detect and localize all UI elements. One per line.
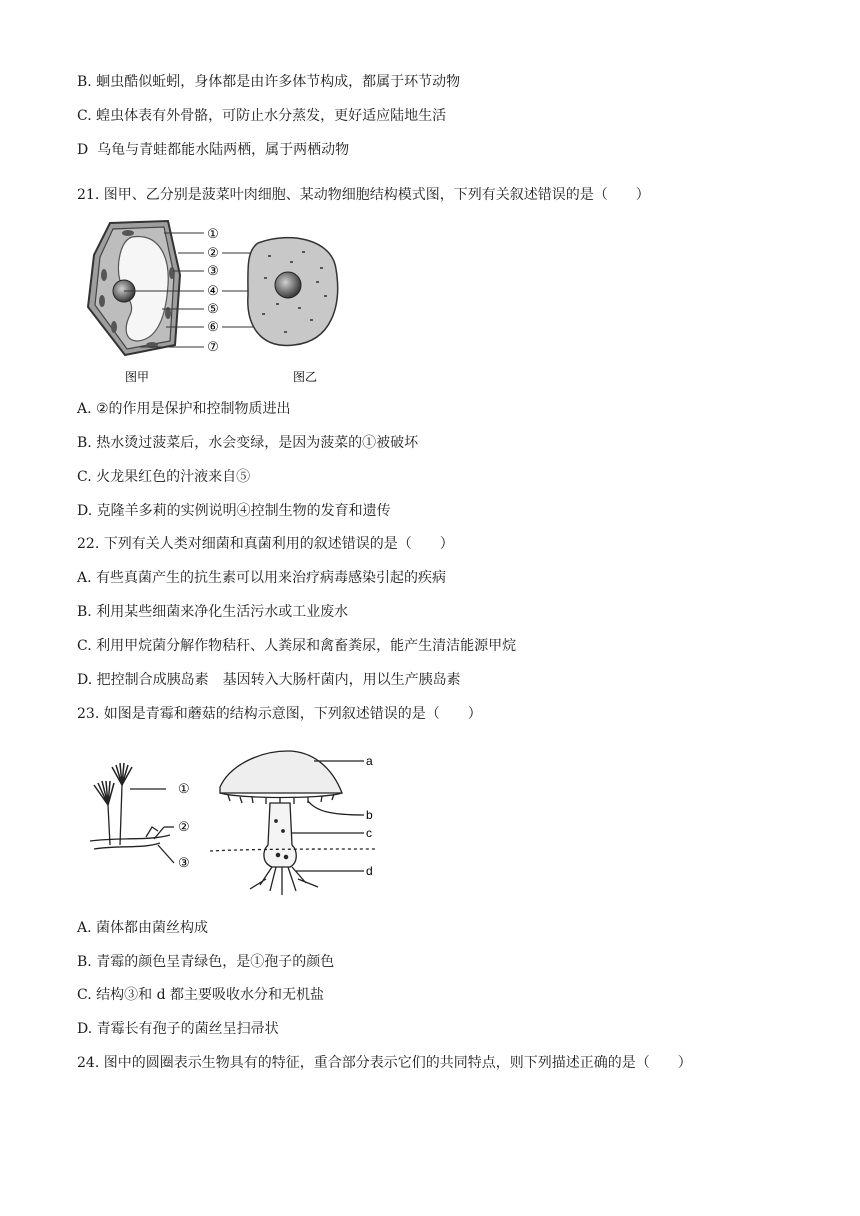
q22-option-d: D. 把控制合成胰岛素 基因转入大肠杆菌内，用以生产胰岛素	[77, 672, 461, 688]
q23-stem: 23. 如图是青霉和蘑菇的结构示意图，下列叙述错误的是（ ）	[77, 706, 482, 722]
label-5: ⑤	[207, 301, 219, 316]
mushroom-drawing	[210, 751, 378, 895]
q20-option-c: C. 蝗虫体表有外骨骼，可防止水分蒸发，更好适应陆地生活	[77, 108, 447, 124]
q23-option-a: A. 菌体都由菌丝构成	[77, 920, 209, 936]
q23-fungi-diagram	[80, 745, 380, 900]
animal-cell	[248, 238, 338, 346]
q20-option-d: D 乌龟与青蛙都能水陆两栖，属于两栖动物	[77, 142, 350, 158]
q21-option-d: D. 克隆羊多莉的实例说明④控制生物的发育和遗传	[77, 503, 391, 519]
mushroom-label-c: c	[366, 826, 372, 840]
label-7: ⑦	[207, 339, 219, 354]
mushroom-label-a: a	[366, 754, 373, 768]
penicillium-drawing	[90, 763, 174, 863]
q20-option-b: B. 蛔虫酷似蚯蚓，身体都是由许多体节构成，都属于环节动物	[77, 74, 461, 90]
label-1: ①	[207, 226, 219, 241]
q21-option-b: B. 热水烫过菠菜后，水会变绿，是因为菠菜的①被破坏	[77, 435, 419, 451]
caption-figure-b: 图乙	[292, 370, 318, 384]
q24-stem: 24. 图中的圆圈表示生物具有的特征，重合部分表示它们的共同特点，则下列描述正确的是（ ）	[77, 1055, 692, 1071]
label-6: ⑥	[207, 319, 219, 334]
q21-option-a: A. ②的作用是保护和控制物质进出	[77, 401, 291, 417]
mushroom-label-d: d	[366, 864, 373, 878]
q22-option-a: A. 有些真菌产生的抗生素可以用来治疗病毒感染引起的疾病	[77, 570, 447, 586]
q22-option-b: B. 利用某些细菌来净化生活污水或工业废水	[77, 604, 349, 620]
label-4: ④	[207, 283, 219, 298]
plant-cell	[88, 221, 180, 355]
q21-stem: 21. 图甲、乙分别是菠菜叶肉细胞、某动物细胞结构模式图，下列有关叙述错误的是（ ）	[77, 187, 650, 203]
q23-option-b: B. 青霉的颜色呈青绿色，是①孢子的颜色	[77, 954, 335, 970]
caption-figure-a: 图甲	[124, 370, 150, 384]
mushroom-label-b: b	[366, 808, 373, 822]
q22-option-c: C. 利用甲烷菌分解作物秸秆、人粪尿和禽畜粪尿，能产生清洁能源甲烷	[77, 638, 517, 654]
label-2: ②	[207, 245, 219, 260]
q23-option-c: C. 结构③和 d 都主要吸收水分和无机盐	[77, 987, 324, 1003]
mold-label-1: ①	[178, 781, 190, 796]
q22-stem: 22. 下列有关人类对细菌和真菌利用的叙述错误的是（ ）	[77, 536, 454, 552]
mold-label-2: ②	[178, 819, 190, 834]
q21-option-c: C. 火龙果红色的汁液来自⑤	[77, 469, 251, 485]
q21-cell-diagram	[80, 215, 350, 385]
label-3: ③	[207, 263, 219, 278]
mold-label-3: ③	[178, 855, 190, 870]
q23-option-d: D. 青霉长有孢子的菌丝呈扫帚状	[77, 1021, 279, 1037]
